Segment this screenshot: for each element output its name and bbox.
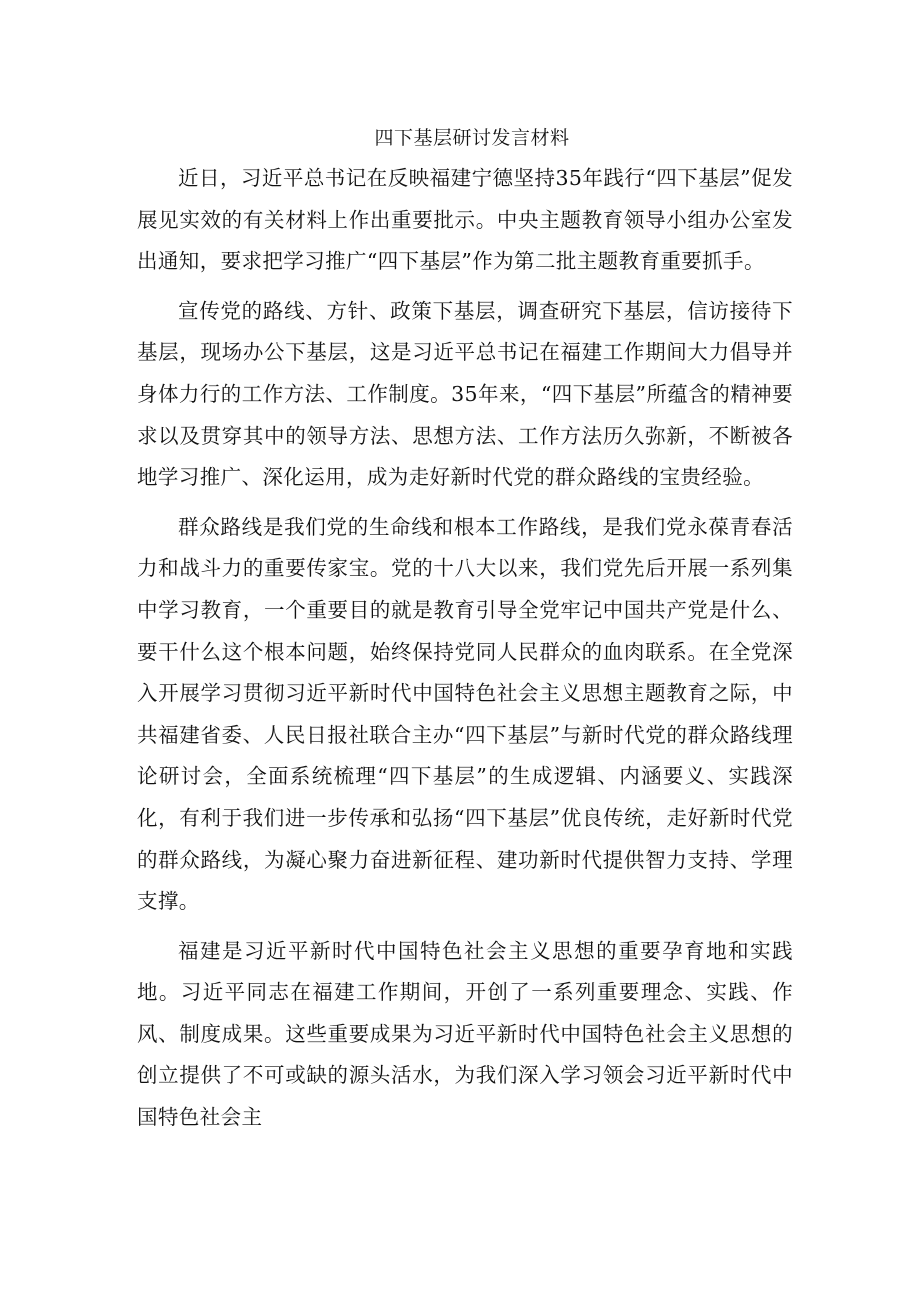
paragraph-2: 宣传党的路线、方针、政策下基层，调查研究下基层，信访接待下基层，现场办公下基层，这是习近平总书记在福建工作期间大力倡导并身体力行的工作方法、工作制度。35年来，“四下基层”所蕴含的精神要求以及贯穿其中的领导方法、思想方法、工作方法历久弥新，不断被各地学习推广、深化运用，成为走好新时代党的群众路线的宝贵经验。 xyxy=(137,298,793,490)
paragraph-1: 近日，习近平总书记在反映福建宁德坚持35年践行“四下基层”促发展见实效的有关材料上作出重要批示。中央主题教育领导小组办公室发出通知，要求把学习推广“四下基层”作为第二批主题教育重要抓手。 xyxy=(137,166,793,274)
paragraph-3: 群众路线是我们党的生命线和根本工作路线，是我们党永葆青春活力和战斗力的重要传家宝。党的十八大以来，我们党先后开展一系列集中学习教育，一个重要目的就是教育引导全党牢记中国共产党是什么、要干什么这个根本问题，始终保持党同人民群众的血肉联系。在全党深入开展学习贯彻习近平新时代中国特色社会主义思想主题教育之际，中共福建省委、人民日报社联合主办“四下基层”与新时代党的群众路线理论研讨会，全面系统梳理“四下基层”的生成逻辑、内涵要义、实践深化，有利于我们进一步传承和弘扬“四下基层”优良传统，走好新时代党的群众路线，为凝心聚力奋进新征程、建功新时代提供智力支持、学理支撑。 xyxy=(137,514,793,914)
paragraph-4: 福建是习近平新时代中国特色社会主义思想的重要孕育地和实践地。习近平同志在福建工作期间，开创了一系列重要理念、实践、作风、制度成果。这些重要成果为习近平新时代中国特色社会主义思想的创立提供了不可或缺的源头活水，为我们深入学习领会习近平新时代中国特色社会主 xyxy=(137,938,793,1130)
document-body xyxy=(137,118,793,1139)
document-title: 四下基层研讨发言材料 xyxy=(374,127,570,149)
